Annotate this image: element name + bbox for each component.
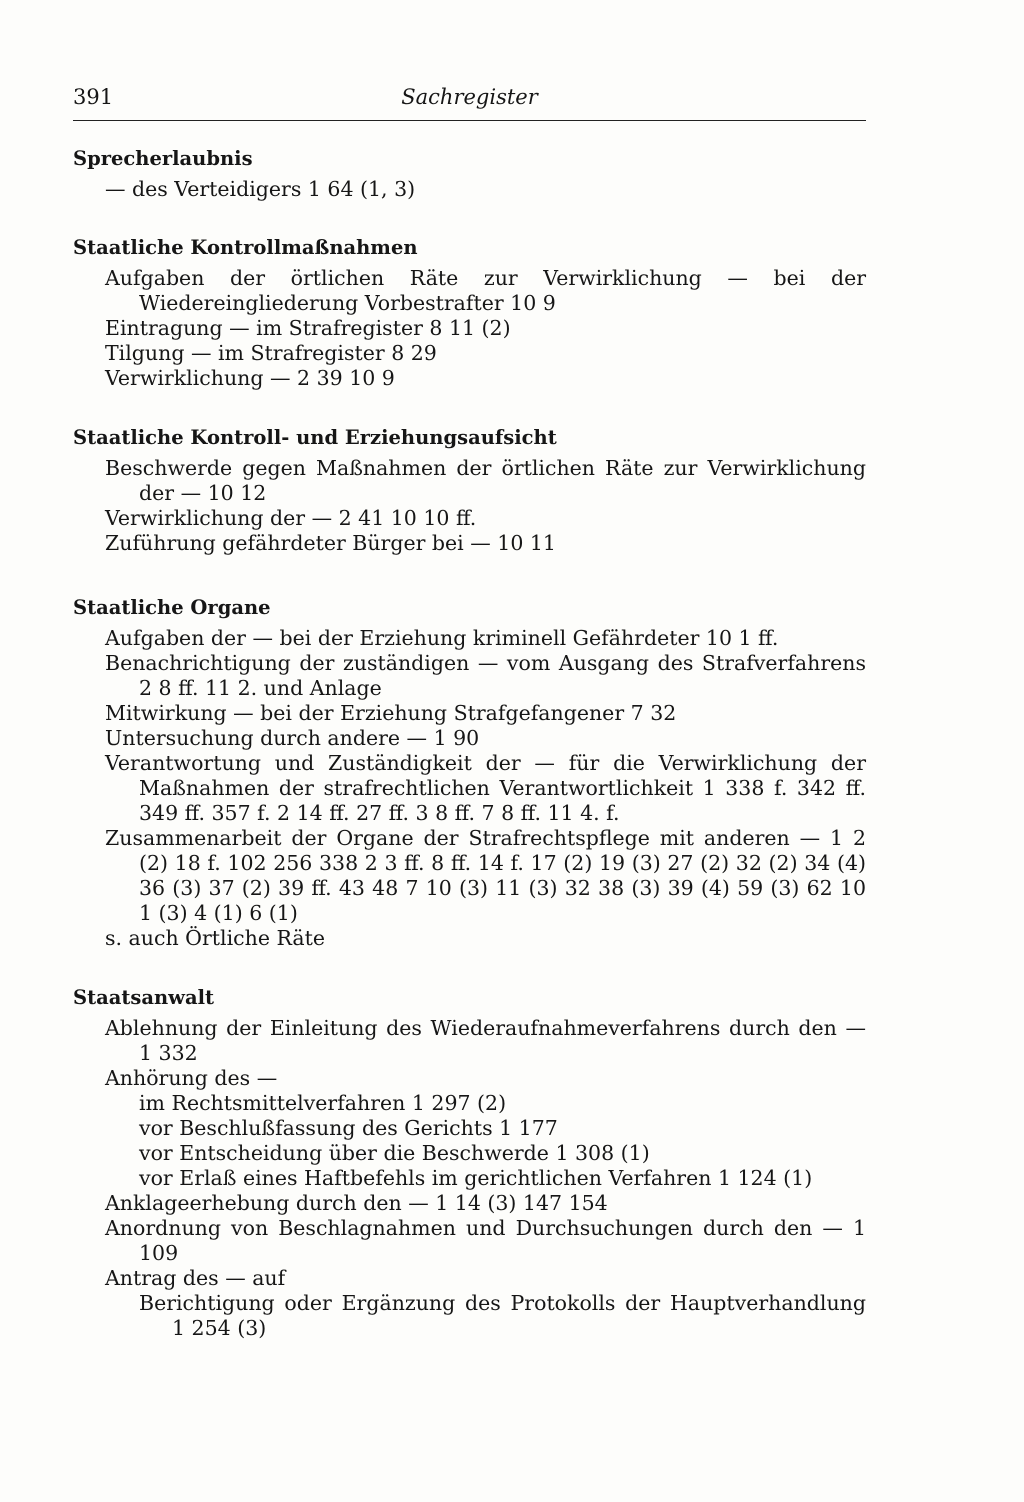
section-heading: Staatliche Kontroll- und Erziehungsaufsicht <box>73 426 557 449</box>
index-entry: Anhörung des — <box>105 1066 278 1090</box>
entry-list <box>73 456 866 556</box>
index-section <box>73 425 866 556</box>
index-entry: Tilgung — im Strafregister 8 29 <box>105 341 437 365</box>
page-header <box>73 82 866 112</box>
index-entry: Aufgaben der — bei der Erziehung kriminell Gefährdeter 10 1 ff. <box>105 626 779 650</box>
index-entry: Untersuchung durch andere — 1 90 <box>105 726 480 750</box>
index-entry: Verwirklichung — 2 39 10 9 <box>105 366 395 390</box>
index-entry: Zusammenarbeit der Organe der Strafrechtspflege mit anderen — 1 2 (2) 18 f. 102 256 338 2 3 ff. 8 ff. 14 f. 17 (2) 19 (3) 27 (2) 32 (2) 34 (4) 36 (3) 37 (2) 39 ff. 43 48 7 10 (3) 11 (3) 32 38 (3) 39 (4) 59 (3) 62 10 1 (3) 4 (1) 6 (1) <box>105 826 866 925</box>
entry-list <box>73 1016 866 1341</box>
index-entry: Anklageerhebung durch den — 1 14 (3) 147 154 <box>105 1191 608 1215</box>
running-title: Sachregister <box>401 85 538 109</box>
section-heading: Staatsanwalt <box>73 986 214 1009</box>
index-section <box>73 985 866 1341</box>
index-entry: Eintragung — im Strafregister 8 11 (2) <box>105 316 511 340</box>
index-entry: Aufgaben der örtlichen Räte zur Verwirklichung — bei der Wiedereingliederung Vorbestrafter 10 9 <box>105 266 866 315</box>
entry-list <box>73 626 866 951</box>
index-entry: vor Entscheidung über die Beschwerde 1 308 (1) <box>139 1141 650 1165</box>
index-entry: Ablehnung der Einleitung des Wiederaufnahmeverfahrens durch den — 1 332 <box>105 1016 866 1065</box>
index-entry: Anordnung von Beschlagnahmen und Durchsuchungen durch den — 1 109 <box>105 1216 866 1265</box>
index-section <box>73 595 866 951</box>
entry-list <box>73 266 866 391</box>
page-number: 391 <box>73 85 114 109</box>
header-rule <box>73 120 866 121</box>
index-entry: Zuführung gefährdeter Bürger bei — 10 11 <box>105 531 556 555</box>
index-section <box>73 235 866 391</box>
index-entry: Beschwerde gegen Maßnahmen der örtlichen Räte zur Verwirklichung der — 10 12 <box>105 456 866 505</box>
index-entry: vor Beschlußfassung des Gerichts 1 177 <box>139 1116 558 1140</box>
index-entry: Berichtigung oder Ergänzung des Protokolls der Hauptverhandlung 1 254 (3) <box>139 1291 866 1340</box>
index-section <box>73 146 866 202</box>
index-entry: im Rechtsmittelverfahren 1 297 (2) <box>139 1091 507 1115</box>
index-entry: Mitwirkung — bei der Erziehung Strafgefangener 7 32 <box>105 701 677 725</box>
entry-list <box>73 177 866 202</box>
index-entry: vor Erlaß eines Haftbefehls im gerichtlichen Verfahren 1 124 (1) <box>139 1166 813 1190</box>
index-entry: s. auch Örtliche Räte <box>105 926 325 950</box>
index-entry: Antrag des — auf <box>105 1266 286 1290</box>
section-heading: Sprecherlaubnis <box>73 147 253 170</box>
index-entry: Verantwortung und Zuständigkeit der — für die Verwirklichung der Maßnahmen der strafrechtlichen Verantwortlichkeit 1 338 f. 342 ff. 349 ff. 357 f. 2 14 ff. 27 ff. 3 8 ff. 7 8 ff. 11 4. f. <box>105 751 866 825</box>
index-entry: Verwirklichung der — 2 41 10 10 ff. <box>105 506 477 530</box>
section-heading: Staatliche Organe <box>73 596 271 619</box>
section-heading: Staatliche Kontrollmaßnahmen <box>73 236 418 259</box>
index-entry: — des Verteidigers 1 64 (1, 3) <box>105 177 416 201</box>
index-entry: Benachrichtigung der zuständigen — vom Ausgang des Strafverfahrens 2 8 ff. 11 2. und Anlage <box>105 651 866 700</box>
